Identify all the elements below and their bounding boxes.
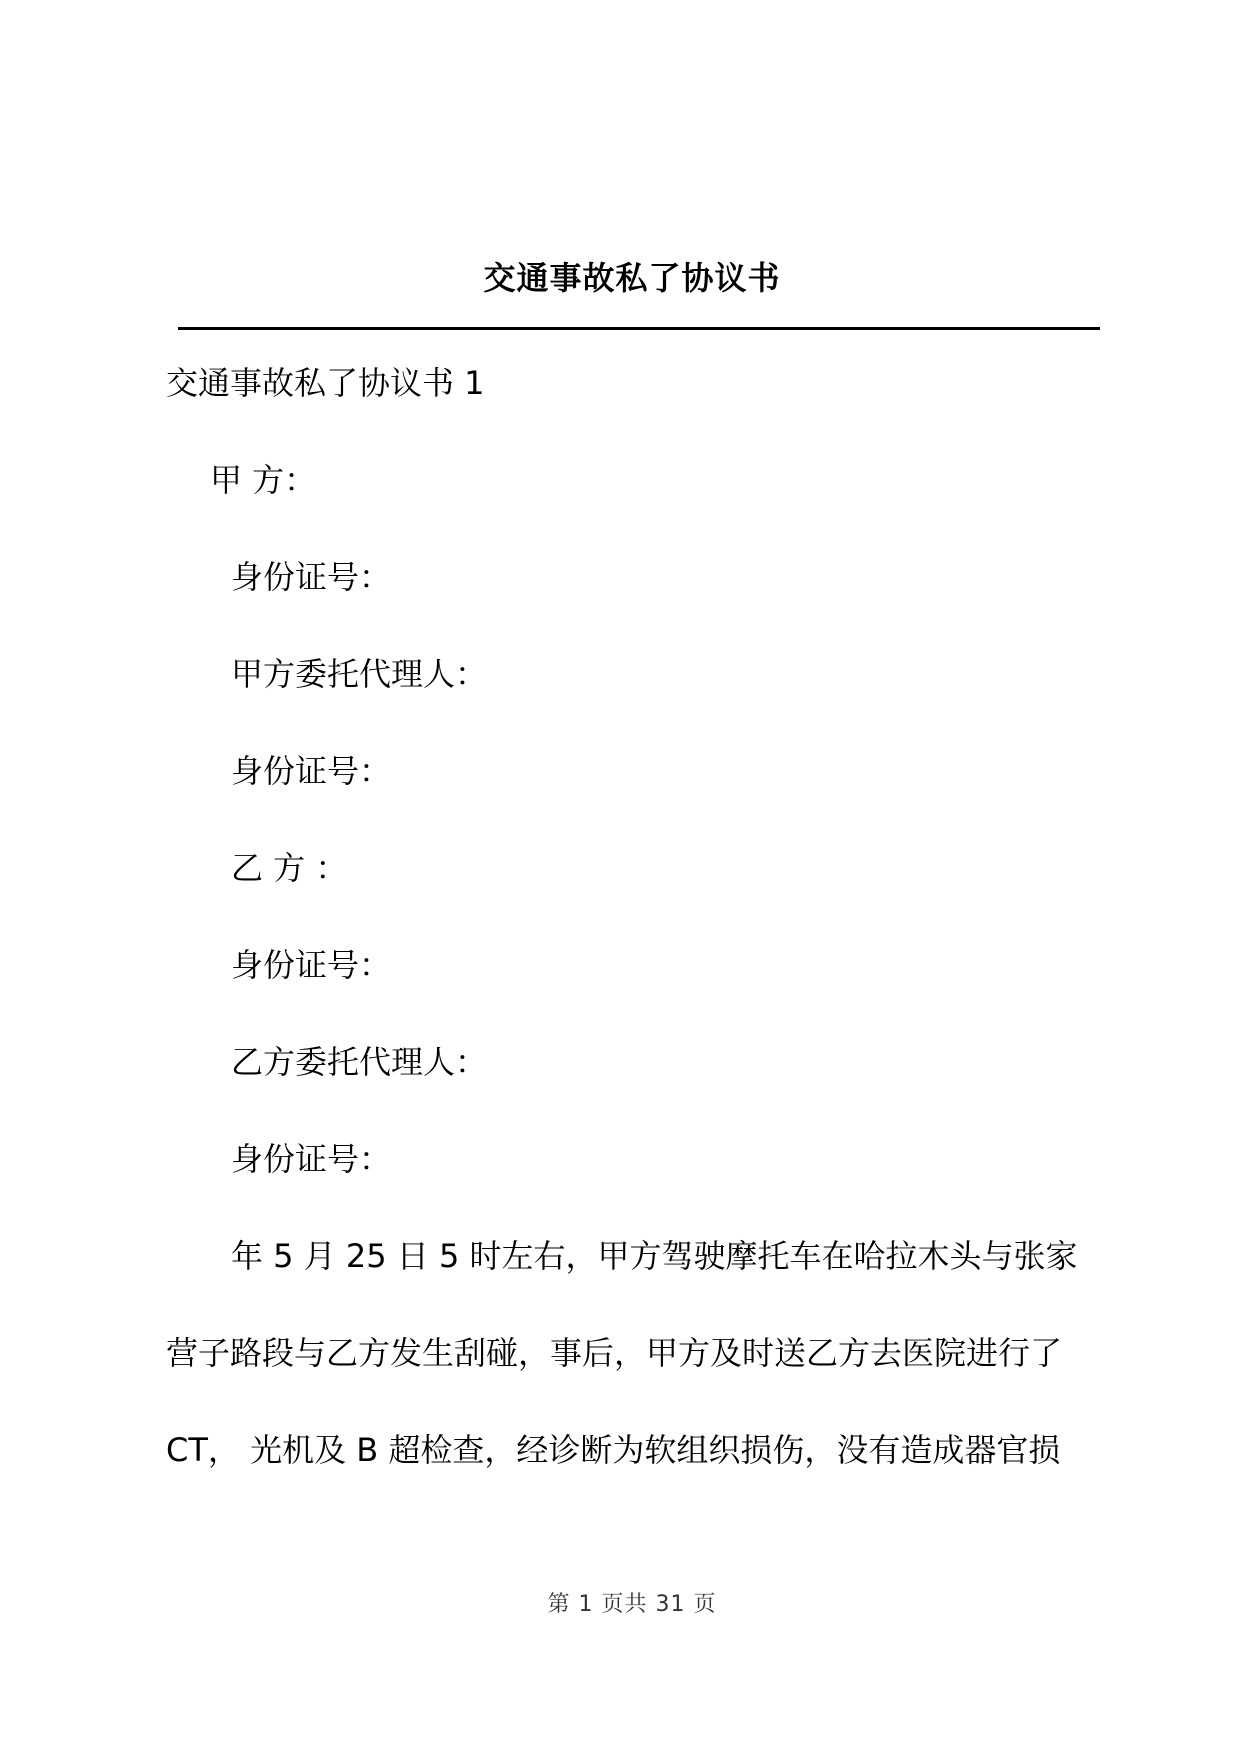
party-a-agent-label: 甲方委托代理人：	[231, 655, 488, 693]
party-b-agent-id-label: 身份证号：	[231, 1140, 392, 1178]
party-b-label: 乙 方 ：	[231, 849, 348, 887]
page-number: 第 1 页共 31 页	[547, 1592, 717, 1617]
body-paragraph-line: 年 5 月 25 日 5 时左右，甲方驾驶摩托车在哈拉木头与张家	[231, 1237, 1078, 1275]
party-a-agent-id-label: 身份证号：	[231, 752, 392, 790]
section-heading: 交通事故私了协议书 1	[166, 364, 485, 402]
body-paragraph-line: 营子路段与乙方发生刮碰，事后，甲方及时送乙方去医院进行了	[166, 1334, 1063, 1372]
party-a-id-label: 身份证号：	[231, 558, 392, 596]
party-b-id-label: 身份证号：	[231, 946, 392, 984]
body-paragraph-line: CT， 光机及 B 超检查，经诊断为软组织损伤，没有造成器官损	[166, 1431, 1061, 1469]
document-title: 交通事故私了协议书	[483, 259, 781, 297]
party-b-agent-label: 乙方委托代理人：	[231, 1043, 488, 1081]
title-divider	[178, 327, 1100, 330]
party-a-label: 甲 方：	[210, 461, 317, 499]
